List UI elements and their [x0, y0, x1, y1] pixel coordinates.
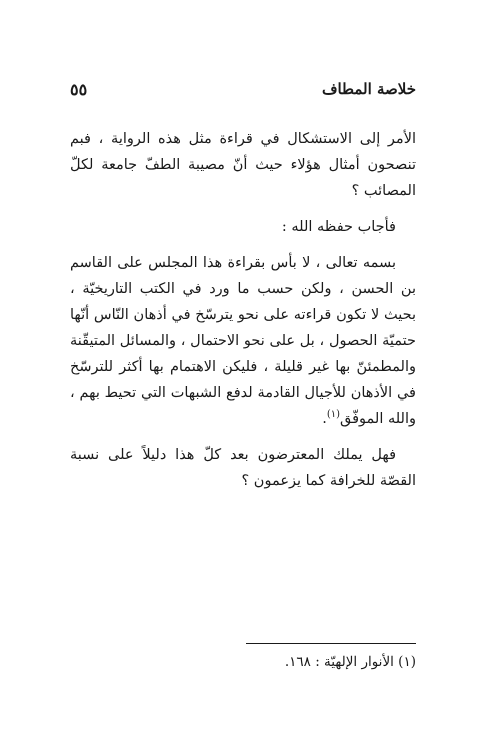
paragraph-question: الأمر إلى الاستشكال في قراءة مثل هذه الرواية ، فبم تنصحون أمثال هؤلاء حيث أنّ مصيبة الطفّ جامعة لكلّ المصائب ؟ [70, 131, 416, 199]
main-text [70, 126, 416, 494]
footnote-divider [246, 643, 416, 644]
paragraph-answer [70, 250, 416, 432]
page-number: ٥٥ [70, 80, 88, 99]
answer-end: . [322, 411, 327, 427]
page-header [70, 80, 416, 104]
paragraph-conclusion: فهل يملك المعترضون بعد كلّ هذا دليلاً على نسبة القصّة للخرافة كما يزعمون ؟ [70, 447, 416, 489]
answer-text: بسمه تعالى ، لا بأس بقراءة هذا المجلس على القاسم بن الحسن ، ولكن حسب ما ورد في الكتب التاريخيّة ، بحيث لا تكون قراءته على نحو يترسّخ في أذهان النّاس أنّها حتميّة الحصول ، بل على نحو الاحتمال ، والمسائل المتيقّنة والمطمئنّ بها غير قليلة ، فليكن الاهتمام بها أكثر للترسّخ في الأذهان للأجيال القادمة لدفع الشبهات التي تحيط بهم ، والله الموفّق [70, 255, 416, 427]
running-title: خلاصة المطاف [321, 80, 416, 98]
paragraph-answer-intro: فأجاب حفظه الله : [281, 219, 396, 235]
footnote-reference: (١) [326, 409, 341, 421]
footnote: (١) الأنوار الإلهيّة : ١٦٨. [284, 654, 416, 670]
